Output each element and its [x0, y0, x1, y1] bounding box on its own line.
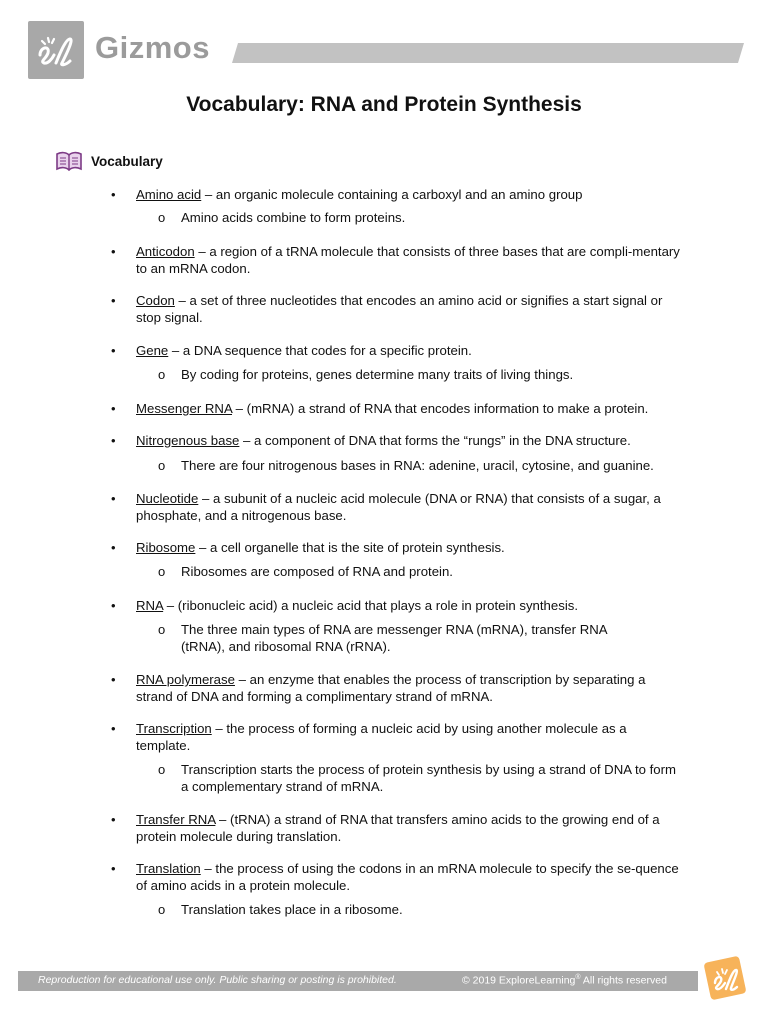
vocab-entry-amino-acid	[111, 186, 681, 203]
vocab-term: RNA	[136, 598, 164, 613]
sub-bullet: o	[158, 458, 166, 473]
vocab-term: Translation	[136, 861, 201, 876]
vocab-definition: – a region of a tRNA molecule that consists of three bases that are compli-mentary to an mRNA codon.	[136, 244, 680, 276]
vocab-subpoint-text: The three main types of RNA are messenger RNA (mRNA), transfer RNA (tRNA), and ribosomal RNA (rRNA).	[181, 622, 607, 654]
vocab-term: Messenger RNA	[136, 401, 233, 416]
vocab-definition: – the process of forming a nucleic acid by using another molecule as a template.	[136, 721, 627, 753]
bullet: •	[111, 672, 116, 687]
vocab-definition: – (ribonucleic acid) a nucleic acid that plays a role in protein synthesis.	[163, 598, 579, 613]
vocab-entry-gene	[111, 342, 681, 359]
gizmos-logo	[28, 21, 84, 79]
section-label: Vocabulary	[91, 153, 163, 169]
vocab-term: Codon	[136, 293, 175, 308]
brand-name: Gizmos	[95, 30, 210, 65]
vocab-definition: – (mRNA) a strand of RNA that encodes information to make a protein.	[232, 401, 649, 416]
page-title: Vocabulary: RNA and Protein Synthesis	[186, 93, 582, 116]
vocab-subpoint	[158, 457, 681, 474]
sub-bullet: o	[158, 210, 166, 225]
vocab-term: Ribosome	[136, 540, 196, 555]
vocab-subpoint-text: Amino acids combine to form proteins.	[181, 210, 406, 225]
vocab-entry-transcription	[111, 720, 681, 754]
sub-bullet: o	[158, 564, 166, 579]
bullet: •	[111, 401, 116, 416]
section-heading	[55, 150, 163, 172]
vocab-definition: – an enzyme that enables the process of transcription by separating a strand of DNA and forming a complimentary strand of mRNA.	[136, 672, 646, 704]
vocab-definition: – a set of three nucleotides that encodes an amino acid or signifies a start signal or stop signal.	[136, 293, 663, 325]
vocab-subpoint	[158, 761, 681, 795]
explorelearning-logo-icon	[703, 953, 749, 1001]
vocab-entry-anticodon	[111, 243, 681, 277]
bullet: •	[111, 293, 116, 308]
vocab-term: Nucleotide	[136, 491, 199, 506]
vocab-entry-nucleotide	[111, 490, 681, 524]
bullet: •	[111, 343, 116, 358]
bullet: •	[111, 540, 116, 555]
vocab-definition: – an organic molecule containing a carboxyl and an amino group	[201, 187, 583, 202]
bullet: •	[111, 812, 116, 827]
vocab-subpoint-text: Transcription starts the process of protein synthesis by using a strand of DNA to form a complementary strand of mRNA.	[181, 762, 676, 794]
bullet: •	[111, 244, 116, 259]
vocab-subpoint	[158, 621, 641, 655]
vocab-entry-rna-polymerase	[111, 671, 681, 705]
vocab-entry-messenger-rna	[111, 400, 681, 417]
vocab-entry-ribosome	[111, 539, 681, 556]
vocab-subpoint	[158, 563, 681, 580]
bullet: •	[111, 491, 116, 506]
footer-notice: Reproduction for educational use only. Public sharing or posting is prohibited.	[38, 974, 397, 986]
vocab-subpoint-text: There are four nitrogenous bases in RNA: adenine, uracil, cytosine, and guanine.	[181, 458, 654, 473]
vocab-definition: – a cell organelle that is the site of protein synthesis.	[195, 540, 505, 555]
copyright-text: © 2019 ExploreLearning	[462, 974, 576, 987]
vocab-term: RNA polymerase	[136, 672, 235, 687]
footer-copyright	[462, 974, 667, 987]
explorelearning-logo-icon	[36, 33, 76, 67]
vocab-term: Anticodon	[136, 244, 195, 259]
sub-bullet: o	[158, 367, 166, 382]
vocab-subpoint	[158, 901, 681, 918]
vocab-term: Transcription	[136, 721, 212, 736]
vocab-entry-translation	[111, 860, 681, 894]
sub-bullet: o	[158, 622, 166, 637]
vocab-subpoint-text: Translation takes place in a ribosome.	[181, 902, 403, 917]
vocab-definition: – a DNA sequence that codes for a specific protein.	[168, 343, 472, 358]
vocab-entry-transfer-rna	[111, 811, 681, 845]
vocab-subpoint	[158, 209, 681, 226]
bullet: •	[111, 187, 116, 202]
sub-bullet: o	[158, 902, 166, 917]
vocab-subpoint-text: By coding for proteins, genes determine many traits of living things.	[181, 367, 574, 382]
vocab-entry-rna	[111, 597, 681, 614]
vocab-subpoint	[158, 366, 681, 383]
vocab-term: Gene	[136, 343, 169, 358]
vocab-term: Nitrogenous base	[136, 433, 240, 448]
book-icon	[55, 150, 83, 172]
bullet: •	[111, 721, 116, 736]
vocab-entry-codon	[111, 292, 681, 326]
header-divider-bar	[232, 43, 744, 63]
vocab-term: Transfer RNA	[136, 812, 216, 827]
bullet: •	[111, 598, 116, 613]
vocab-subpoint-text: Ribosomes are composed of RNA and protein.	[181, 564, 453, 579]
vocab-definition: – a subunit of a nucleic acid molecule (DNA or RNA) that consists of a sugar, a phosphate, and a nitrogenous base.	[136, 491, 661, 523]
sub-bullet: o	[158, 762, 166, 777]
vocab-definition: – a component of DNA that forms the “rungs” in the DNA structure.	[239, 433, 631, 448]
registered-mark: ®	[575, 974, 581, 981]
bullet: •	[111, 433, 116, 448]
vocab-definition: – (tRNA) a strand of RNA that transfers amino acids to the growing end of a protein molecule during translation.	[136, 812, 660, 844]
bullet: •	[111, 861, 116, 876]
vocab-term: Amino acid	[136, 187, 202, 202]
footer-logo	[703, 953, 749, 1006]
rights-text: All rights reserved	[580, 974, 667, 987]
vocab-entry-nitrogenous-base	[111, 432, 681, 449]
vocab-definition: – the process of using the codons in an mRNA molecule to specify the se-quence of amino acids in a protein molecule.	[136, 861, 679, 893]
